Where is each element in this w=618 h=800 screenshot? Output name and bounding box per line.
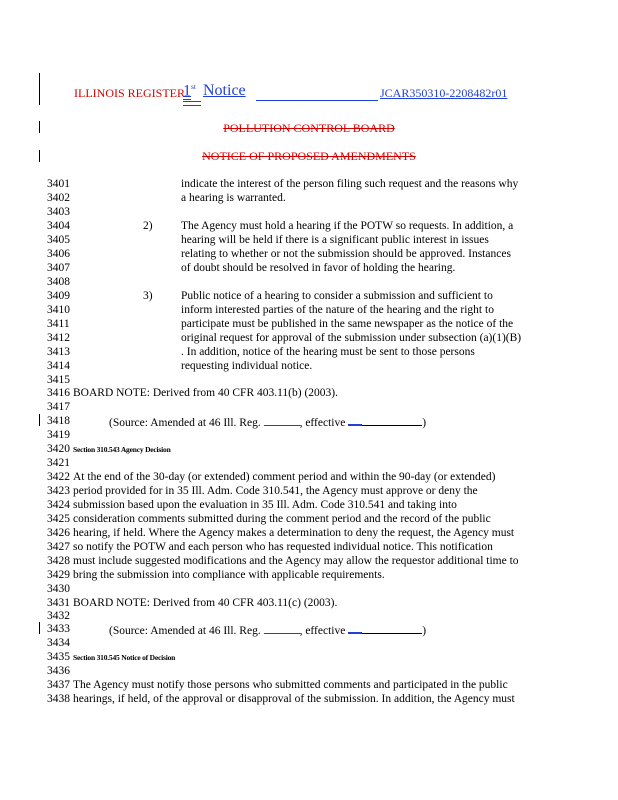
line-number: 3421 [47, 457, 70, 469]
text-line: relating to whether or not the submission should be approved. Instances [181, 248, 511, 260]
line-number: 3435 [47, 651, 70, 663]
text-line: hearing will be held if there is a significant public interest in issues [181, 234, 489, 246]
header-underline [183, 105, 201, 106]
line-number: 3402 [47, 192, 70, 204]
line-number: 3431 [47, 597, 70, 609]
line-number: 3437 [47, 679, 70, 691]
page-number: 1st [183, 82, 197, 100]
text-line: original request for approval of the submission under subsection (a)(1)(B) [181, 332, 522, 344]
text-line: period provided for in 35 Ill. Adm. Code 310.541, the Agency must approve or deny the [73, 485, 478, 497]
line-number: 3433 [47, 623, 70, 635]
line-number: 3420 [47, 443, 70, 455]
line-number: 3415 [47, 374, 70, 386]
board-note: BOARD NOTE: Derived from 40 CFR 403.11(c) (2003). [73, 597, 338, 609]
line-number: 3401 [47, 178, 70, 190]
line-number: 3434 [47, 637, 70, 649]
text-line: The Agency must notify those persons who submitted comments and participated in the public [73, 679, 508, 691]
text-line: . In addition, notice of the hearing must be sent to those persons [181, 346, 475, 358]
text-line: so notify the POTW and each person who has requested individual notice. This notification [73, 541, 493, 553]
line-number: 3417 [47, 401, 70, 413]
text-line: must include suggested modifications and the Agency may allow the requestor additional time to [73, 555, 519, 567]
text-line: participate must be published in the same newspaper as the notice of the [181, 318, 514, 330]
notice-type: NOTICE OF PROPOSED AMENDMENTS [202, 149, 416, 163]
jcar-code: JCAR350310-2208482r01 [380, 86, 508, 100]
line-number: 3409 [47, 290, 70, 302]
line-number: 3405 [47, 234, 70, 246]
change-bar [39, 622, 40, 634]
line-number: 3414 [47, 360, 70, 372]
line-number: 3429 [47, 569, 70, 581]
text-line: a hearing is warranted. [181, 192, 286, 204]
line-number: 3438 [47, 693, 70, 705]
text-line: submission based upon the evaluation in 35 Ill. Adm. Code 310.541 and taking into [73, 499, 457, 511]
line-number: 3427 [47, 541, 70, 553]
item-number: 2) [143, 220, 153, 232]
text-line: indicate the interest of the person filing such request and the reasons why [181, 178, 519, 190]
line-number: 3403 [47, 206, 70, 218]
text-line: Public notice of a hearing to consider a submission and sufficient to [181, 290, 493, 302]
source-note: (Source: Amended at 46 Ill. Reg. , effective ) [109, 622, 426, 638]
text-line: inform interested parties of the nature of the hearing and the right to [181, 304, 494, 316]
text-line: consideration comments submitted during the comment period and the record of the public [73, 513, 491, 525]
change-bar [39, 414, 40, 426]
line-number: 3407 [47, 262, 70, 274]
line-number: 3419 [47, 429, 70, 441]
line-number: 3432 [47, 610, 70, 622]
header-underline [183, 101, 201, 102]
line-number: 3418 [47, 415, 70, 427]
line-number: 3404 [47, 220, 70, 232]
text-line: of doubt should be resolved in favor of holding the hearing. [181, 262, 456, 274]
text-line: The Agency must hold a hearing if the POTW so requests. In addition, a [181, 220, 514, 232]
change-bar [39, 73, 40, 105]
line-number: 3423 [47, 485, 70, 497]
line-number: 3428 [47, 555, 70, 567]
line-number: 3425 [47, 513, 70, 525]
text-line: requesting individual notice. [181, 360, 313, 372]
header-rule [256, 100, 378, 101]
line-number: 3426 [47, 527, 70, 539]
board-note: BOARD NOTE: Derived from 40 CFR 403.11(b) (2003). [73, 387, 339, 399]
line-number: 3422 [47, 471, 70, 483]
line-number: 3430 [47, 583, 70, 595]
line-number: 3410 [47, 304, 70, 316]
line-number: 3408 [47, 276, 70, 288]
section-heading: Section 310.545 Notice of Decision [73, 653, 176, 662]
text-line: hearings, if held, of the approval or disapproval of the submission. In addition, the Agency must [73, 693, 515, 705]
line-number: 3413 [47, 346, 70, 358]
line-number: 3412 [47, 332, 70, 344]
section-heading: Section 310.543 Agency Decision [73, 445, 171, 454]
text-line: hearing, if held. Where the Agency makes a determination to deny the request, the Agency must [73, 527, 515, 539]
text-line: At the end of the 30-day (or extended) comment period and within the 90-day (or extended) [73, 471, 496, 483]
line-number: 3406 [47, 248, 70, 260]
source-note: (Source: Amended at 46 Ill. Reg. , effective ) [109, 414, 426, 430]
line-number: 3436 [47, 665, 70, 677]
item-number: 3) [143, 290, 153, 302]
line-number: 3424 [47, 499, 70, 511]
notice-label: Notice [203, 82, 246, 99]
text-line: bring the submission into compliance with applicable requirements. [73, 569, 385, 581]
board-name: POLLUTION CONTROL BOARD [223, 121, 395, 135]
line-number: 3411 [47, 318, 70, 330]
register-title: ILLINOIS REGISTER [74, 86, 185, 100]
line-number: 3416 [47, 387, 70, 399]
